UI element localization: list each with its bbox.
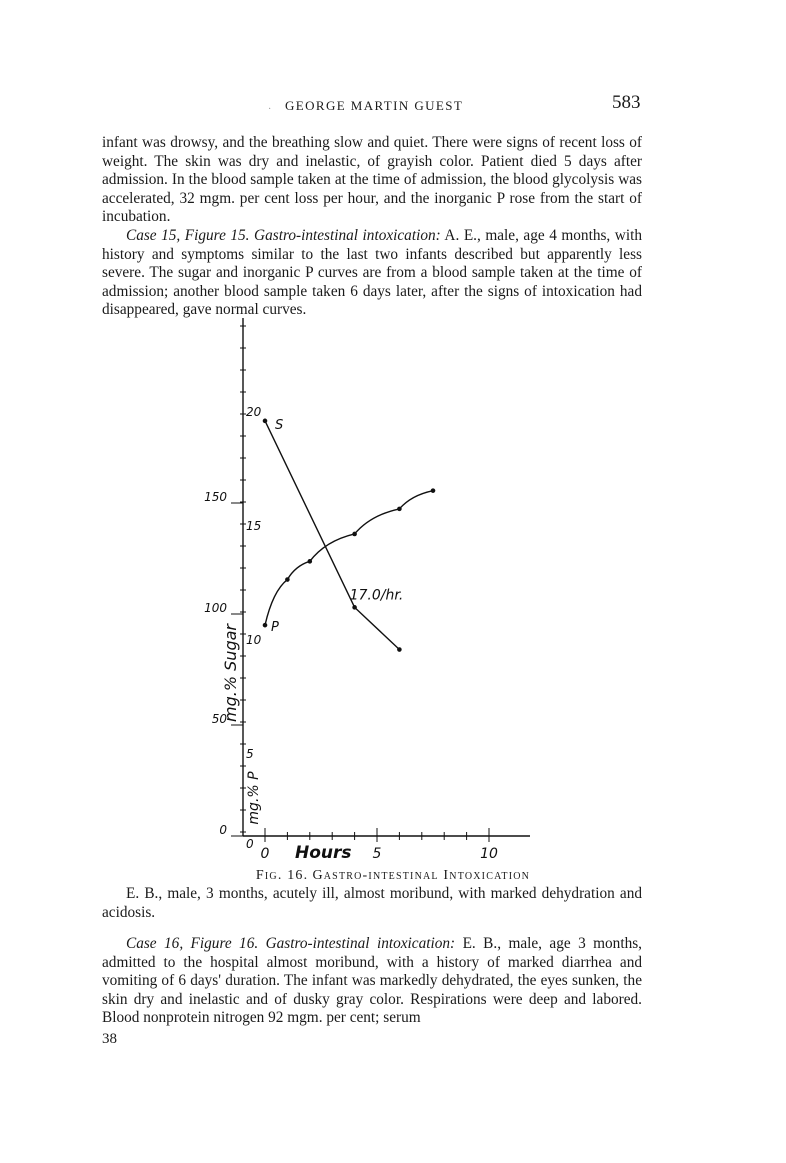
decorative-dot: · bbox=[268, 104, 272, 115]
y-p-tick-label: 15 bbox=[246, 519, 262, 533]
x-tick-label: 5 bbox=[372, 846, 382, 858]
p-data-point bbox=[285, 577, 290, 582]
body-text-top bbox=[102, 134, 642, 320]
y-sugar-tick-label: 0 bbox=[219, 823, 227, 837]
caption-title: Gastro-intestinal Intoxication bbox=[312, 868, 531, 883]
p-data-point bbox=[352, 532, 357, 537]
y-sugar-tick-label: 50 bbox=[211, 712, 227, 726]
sugar-rate-annotation: 17.0/hr. bbox=[349, 587, 404, 604]
x-tick-label: 10 bbox=[480, 846, 498, 858]
y-sugar-tick-label: 100 bbox=[204, 601, 227, 615]
figure-16-chart bbox=[200, 318, 550, 858]
running-head: GEORGE MARTIN GUEST bbox=[285, 98, 464, 113]
signature-mark: 38 bbox=[102, 1031, 117, 1047]
sugar-data-point bbox=[397, 647, 402, 652]
paragraph-case-15 bbox=[102, 227, 642, 320]
y-p-tick-label: 5 bbox=[246, 747, 254, 761]
p-series-label: P bbox=[271, 620, 279, 636]
y-p-tick-label: 20 bbox=[246, 405, 262, 419]
y-p-tick-label: 10 bbox=[246, 633, 262, 647]
caption-label: Fig. 16. bbox=[255, 868, 309, 883]
p-data-point bbox=[431, 488, 436, 493]
paragraph-case-16 bbox=[102, 935, 642, 1028]
y-p-axis-label: mg.% P bbox=[246, 771, 262, 825]
sugar-data-point bbox=[263, 419, 268, 424]
figure-caption bbox=[0, 868, 786, 884]
y-sugar-axis-label: mg.% Sugar bbox=[221, 624, 240, 722]
p-data-point bbox=[397, 507, 402, 512]
y-sugar-tick-label: 150 bbox=[204, 490, 227, 504]
case-heading: Case 15, Figure 15. Gastro-intestinal intoxication: bbox=[126, 226, 441, 244]
x-axis-label: Hours bbox=[294, 843, 352, 858]
case-text: A. E., male, age 4 months, with history and symptoms similar to the last two infants described but apparently less severe. The sugar and inorganic P curves are from a blood sample taken at the time of admission; another blood sample taken 6 days later, after the signs of intoxication had disappeared, gave normal curves. bbox=[102, 226, 642, 319]
page-number: 583 bbox=[612, 92, 641, 113]
paragraph: infant was drowsy, and the breathing slow and quiet. There were signs of recent loss of weight. The skin was dry and inelastic, of grayish color. Patient died 5 days after admission. In the blood sample taken at the time of admission, the blood glycolysis was accelerated, 32 mgm. per cent loss per hour, and the inorganic P rose from the start of incubation. bbox=[102, 134, 642, 226]
sugar-series-label: S bbox=[275, 417, 284, 433]
p-data-point bbox=[263, 623, 268, 628]
sugar-data-point bbox=[352, 605, 357, 610]
p-series-line bbox=[265, 491, 433, 626]
case-text: E. B., male, age 3 months, admitted to the hospital almost moribund, with a history of marked diarrhea and vomiting of 6 days' duration. The infant was markedly dehydrated, the eyes sunken, the skin dry and inelastic and of dusky gray color. Respirations were deep and labored. Blood nonprotein nitrogen 92 mgm. per cent; serum bbox=[102, 935, 643, 1027]
x-tick-label: 0 bbox=[260, 846, 270, 858]
caption-description: E. B., male, 3 months, acutely ill, almost moribund, with marked dehydration and acidosis. bbox=[102, 885, 642, 921]
body-text-bottom bbox=[102, 935, 642, 1028]
chart-svg bbox=[200, 318, 550, 858]
p-data-point bbox=[308, 559, 313, 564]
sugar-series-line bbox=[265, 421, 399, 650]
case-heading: Case 16, Figure 16. Gastro-intestinal intoxication: bbox=[126, 935, 456, 952]
y-p-tick-label: 0 bbox=[246, 837, 254, 851]
page-header bbox=[0, 92, 786, 118]
